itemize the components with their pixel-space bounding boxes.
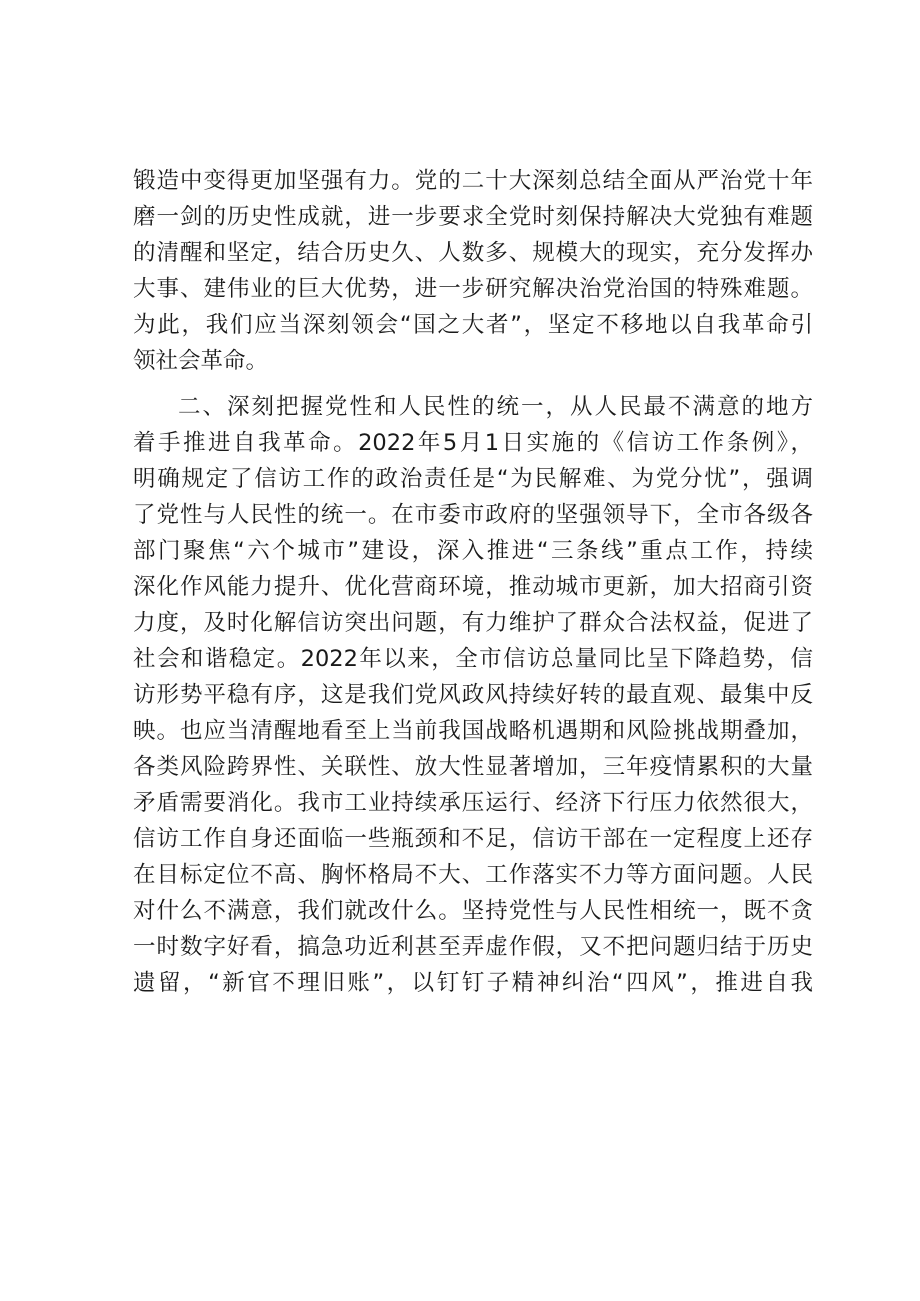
document-body: [133, 163, 813, 1001]
text-line: 矛盾需要消化。我市工业持续承压运行、经济下行压力依然很大，: [133, 790, 813, 816]
text-line: 映。也应当清醒地看至上当前我国战略机遇期和风险挑战期叠加，: [133, 718, 813, 744]
text-line: 一时数字好看，搞急功近利甚至弄虚作假，又不把问题归结于历史: [133, 934, 813, 960]
paragraph-gap: [133, 379, 813, 389]
text-line: 为此，我们应当深刻领会“国之大者”，坚定不移地以自我革命引: [133, 312, 813, 338]
text-line: 锻造中变得更加坚强有力。党的二十大深刻总结全面从严治党十年: [133, 168, 813, 194]
text-line: 访形势平稳有序，这是我们党风政风持续好转的最直观、最集中反: [133, 682, 813, 708]
text-line: 明确规定了信访工作的政治责任是“为民解难、为党分忧”，强调: [133, 466, 813, 492]
text-line: 社会和谐稳定。2022年以来，全市信访总量同比呈下降趋势，信: [133, 646, 813, 672]
paragraph-2: [133, 389, 813, 1001]
text-line: 深化作风能力提升、优化营商环境，推动城市更新，加大招商引资: [133, 574, 813, 600]
text-line: 部门聚焦“六个城市”建设，深入推进“三条线”重点工作，持续: [133, 538, 813, 564]
text-line: 在目标定位不高、胸怀格局不大、工作落实不力等方面问题。人民: [133, 862, 813, 888]
text-line: 的清醒和坚定，结合历史久、人数多、规模大的现实，充分发挥办: [133, 240, 813, 266]
text-line: 信访工作自身还面临一些瓶颈和不足，信访干部在一定程度上还存: [133, 826, 813, 852]
text-line: 了党性与人民性的统一。在市委市政府的坚强领导下，全市各级各: [133, 502, 813, 528]
text-line: 对什么不满意，我们就改什么。坚持党性与人民性相统一，既不贪: [133, 898, 813, 924]
text-line: 二、深刻把握党性和人民性的统一，从人民最不满意的地方: [178, 394, 813, 420]
text-line: 着手推进自我革命。2022年5月1日实施的《信访工作条例》，: [133, 430, 813, 456]
text-line: 力度，及时化解信访突出问题，有力维护了群众合法权益，促进了: [133, 610, 813, 636]
text-line: 大事、建伟业的巨大优势，进一步研究解决治党治国的特殊难题。: [133, 276, 813, 302]
text-line: 磨一剑的历史性成就，进一步要求全党时刻保持解决大党独有难题: [133, 204, 813, 230]
paragraph-1: [133, 163, 813, 379]
text-line: 领社会革命。: [133, 348, 269, 374]
text-line: 遗留，“新官不理旧账”，以钉钉子精神纠治“四风”，推进自我: [133, 970, 813, 996]
text-line: 各类风险跨界性、关联性、放大性显著增加，三年疫情累积的大量: [133, 754, 813, 780]
